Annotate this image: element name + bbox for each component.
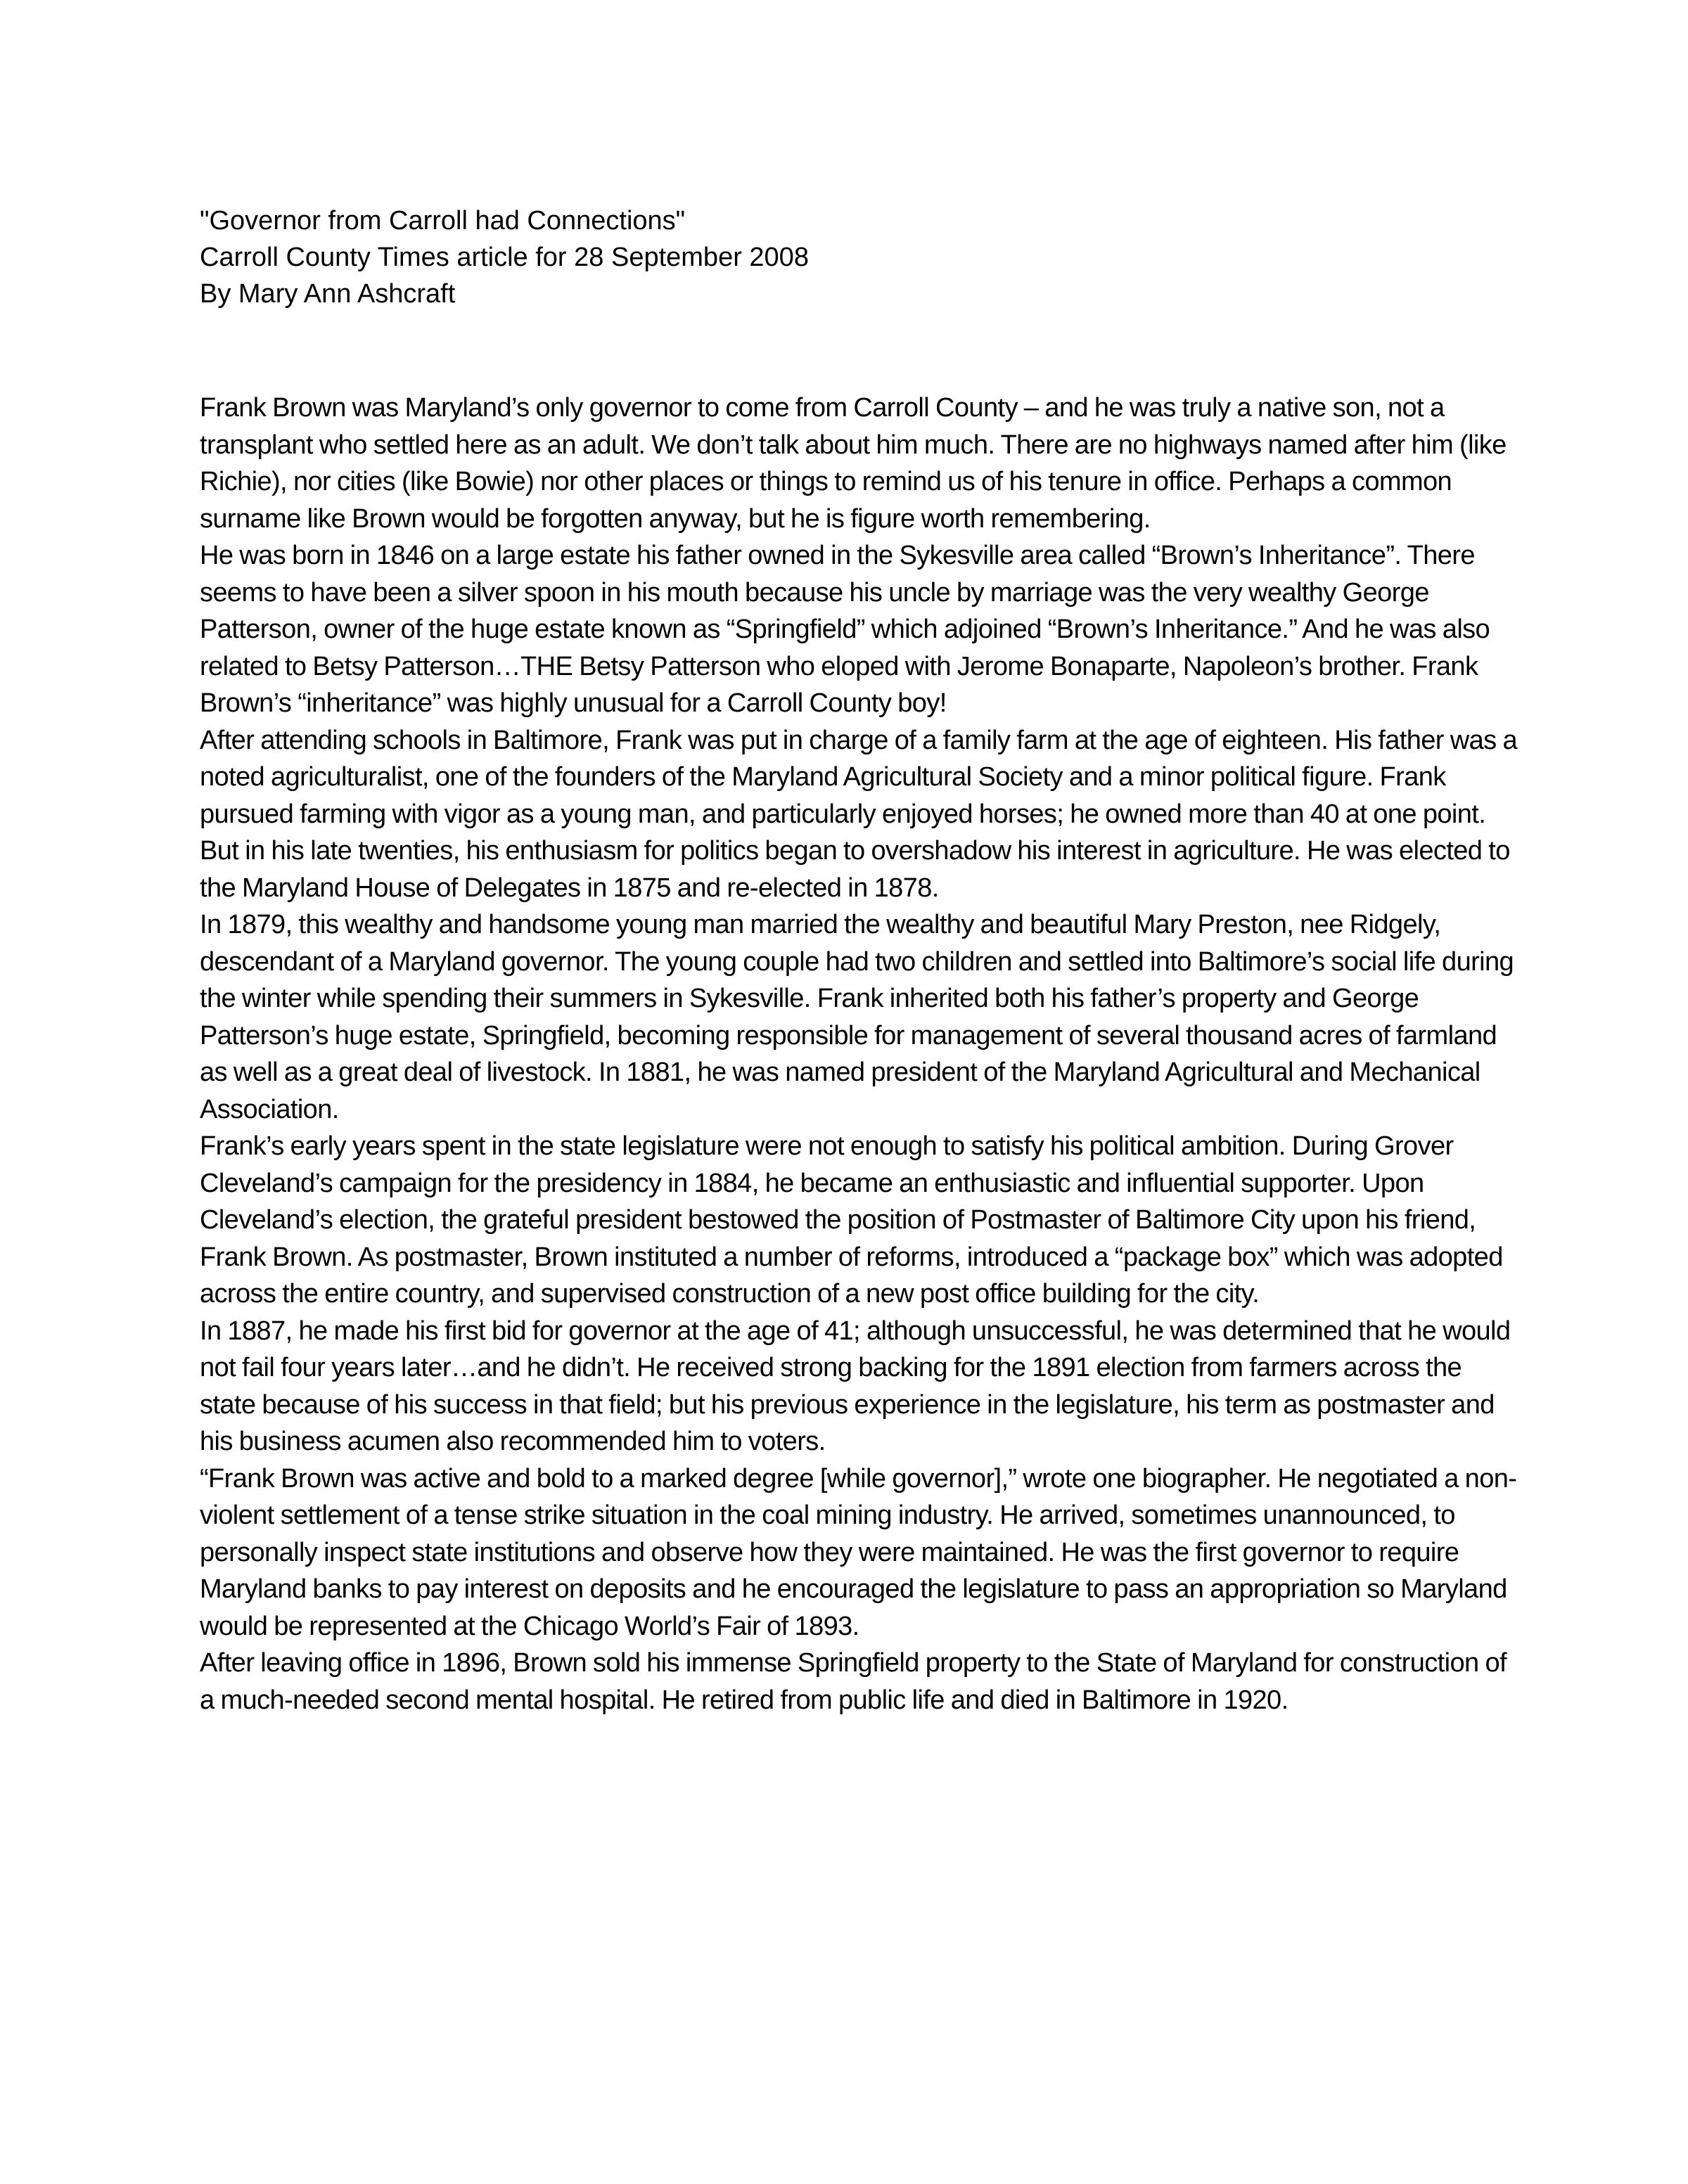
paragraph-intro: Frank Brown was Maryland’s only governor to come from Carroll County – and he was truly a native son, not a transplant who settled here as an adult. We don’t talk about him much. There are no highways named after him (like Richie), nor cities (like Bowie) nor other places or things to remind us of his tenure in office. Perhaps a common surname like Brown would be forgotten anyway, but he is figure worth remembering. [200, 393, 1507, 534]
paragraph-postmaster: Frank’s early years spent in the state legislature were not enough to satisfy his political ambition. During Grover Cleveland’s campaign for the presidency in 1884, he became an enthusiastic and influential supporter. Upon Cleveland’s election, the grateful president bestowed the position of Postmaster of Baltimore City upon his friend, Frank Brown. As postmaster, Brown instituted a number of reforms, introduced a “package box” which was adopted across the entire country, and supervised construction of a new post office building for the city. [200, 1131, 1503, 1309]
paragraph-later-life: After leaving office in 1896, Brown sold his immense Springfield property to the State of Maryland for construction of a much-needed second mental hospital. He retired from public life and died in Baltimore in 1920. [200, 1648, 1507, 1715]
article-body [200, 390, 1522, 1719]
byline: By Mary Ann Ashcraft [200, 279, 456, 309]
paragraph-election: In 1887, he made his first bid for governor at the age of 41; although unsuccessful, he was determined that he would not fail four years later…and he didn’t. He received strong backing for the 1891 election from farmers across the state because of his success in that field; but his previous experience in the legislature, his term as postmaster and his business acumen also recommended him to voters. [200, 1316, 1511, 1456]
paragraph-early-career: After attending schools in Baltimore, Frank was put in charge of a family farm at the age of eighteen. His father was a noted agriculturalist, one of the founders of the Maryland Agricultural Society and a minor political figure. Frank pursued farming with vigor as a young man, and particularly enjoyed horses; he owned more than 40 at one point. But in his late twenties, his enthusiasm for politics began to overshadow his interest in agriculture. He was elected to the Maryland House of Delegates in 1875 and re-elected in 1878. [200, 725, 1518, 903]
publication-line: Carroll County Times article for 28 September 2008 [200, 243, 809, 272]
article-header [200, 203, 1522, 312]
document-page [200, 203, 1522, 1719]
paragraph-governorship: “Frank Brown was active and bold to a marked degree [while governor],” wrote one biographer. He negotiated a non-violent settlement of a tense strike situation in the coal mining industry. He arrived, sometimes unannounced, to personally inspect state institutions and observe how they were maintained. He was the first governor to require Maryland banks to pay interest on deposits and he encouraged the legislature to pass an appropriation so Maryland would be represented at the Chicago World’s Fair of 1893. [200, 1463, 1517, 1641]
paragraph-marriage: In 1879, this wealthy and handsome young man married the wealthy and beautiful Mary Preston, nee Ridgely, descendant of a Maryland governor. The young couple had two children and settled into Baltimore’s social life during the winter while spending their summers in Sykesville. Frank inherited both his father’s property and George Patterson’s huge estate, Springfield, becoming responsible for management of several thousand acres of farmland as well as a great deal of livestock. In 1881, he was named president of the Maryland Agricultural and Mechanical Association. [200, 910, 1514, 1124]
paragraph-birth: He was born in 1846 on a large estate his father owned in the Sykesville area called “Brown’s Inheritance”. There seems to have been a silver spoon in his mouth because his uncle by marriage was the very wealthy George Patterson, owner of the huge estate known as “Springfield” which adjoined “Brown’s Inheritance.” And he was also related to Betsy Patterson…THE Betsy Patterson who eloped with Jerome Bonaparte, Napoleon’s brother. Frank Brown’s “inheritance” was highly unusual for a Carroll County boy! [200, 541, 1490, 718]
article-title: "Governor from Carroll had Connections" [200, 206, 686, 236]
